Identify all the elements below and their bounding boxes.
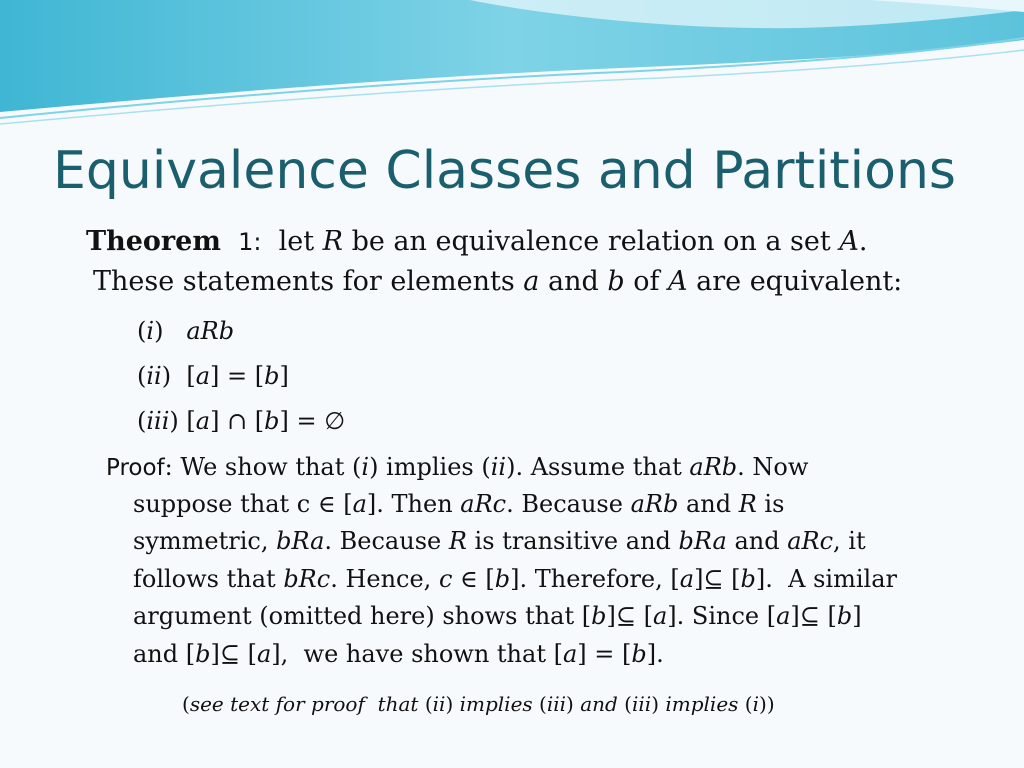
proof-line-5: argument (omitted here) shows that [b]⊆ [a]. Since [a]⊆ [b] bbox=[133, 602, 862, 630]
theorem-statement-1: let R be an equivalence relation on a set A. bbox=[278, 226, 868, 257]
decorative-wave-banner bbox=[0, 0, 1024, 130]
theorem-line-1 bbox=[86, 224, 867, 260]
statement-i: (i) aRb bbox=[137, 317, 235, 345]
theorem-number: 1 bbox=[238, 228, 254, 256]
slide-title: Equivalence Classes and Partitions bbox=[53, 141, 956, 201]
theorem-label: Theorem bbox=[86, 226, 221, 257]
theorem-colon: : bbox=[253, 228, 262, 256]
footnote: (see text for proof that (ii) implies (iii) and (iii) implies (i)) bbox=[182, 692, 775, 716]
theorem-line-2: These statements for elements a and b of A are equivalent: bbox=[93, 266, 903, 297]
statement-ii: (ii) [a] = [b] bbox=[137, 362, 289, 390]
proof-line-2: suppose that c ∈ [a]. Then aRc. Because aRb and R is bbox=[133, 490, 785, 518]
proof-label: Proof bbox=[106, 455, 165, 481]
proof-line-6: and [b]⊆ [a], we have shown that [a] = [b]. bbox=[133, 640, 664, 668]
proof-line-4: follows that bRc. Hence, c ∈ [b]. Therefore, [a]⊆ [b]. A similar bbox=[133, 565, 897, 593]
statement-iii: (iii) [a] ∩ [b] = ∅ bbox=[137, 407, 346, 435]
proof-line-3: symmetric, bRa. Because R is transitive and bRa and aRc, it bbox=[133, 527, 866, 555]
proof-line-1: Proof: We show that (i) implies (ii). Assume that aRb. Now bbox=[106, 453, 809, 481]
